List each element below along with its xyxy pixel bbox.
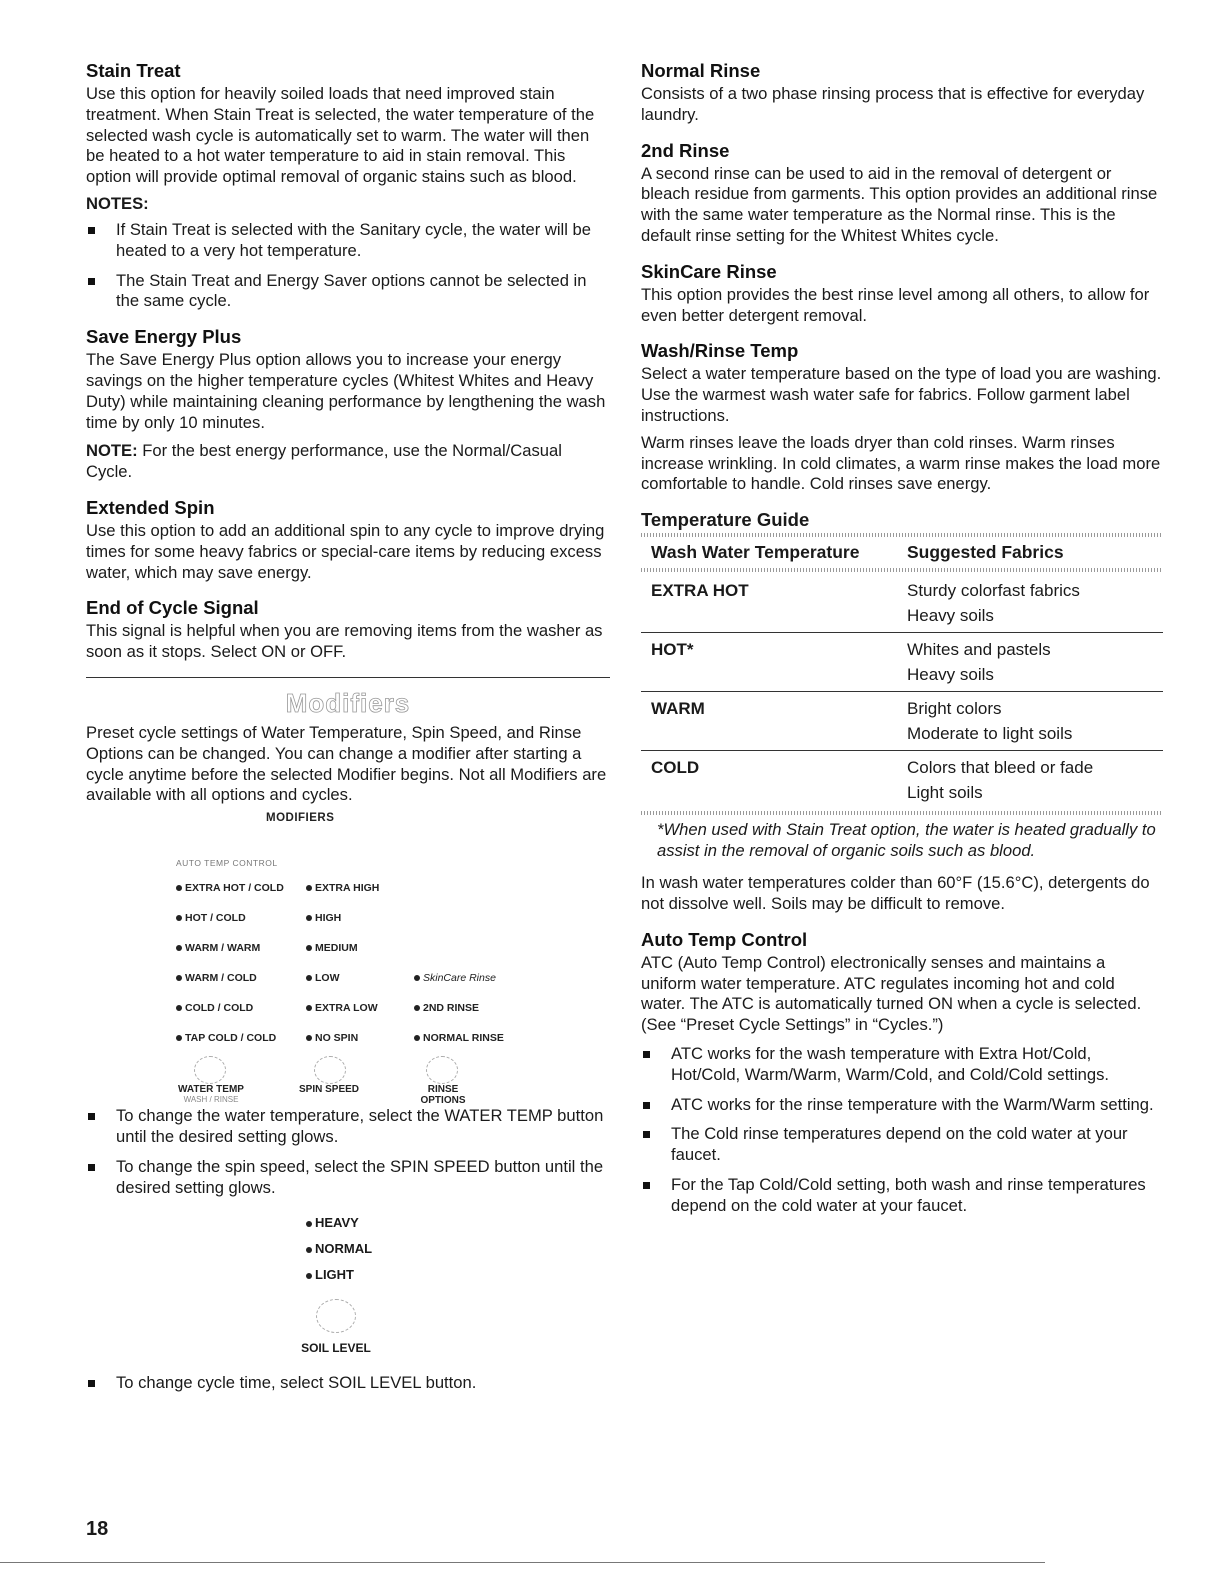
right-column bbox=[641, 60, 1163, 1231]
list-item: ATC works for the wash temperature with Extra Hot/Cold, Hot/Cold, Warm/Warm, Warm/Cold, and Cold/Cold settings. bbox=[641, 1044, 1163, 1086]
water-temp-option: WARM / COLD bbox=[176, 972, 257, 984]
temp-cell: HOT* bbox=[641, 633, 897, 692]
table-header-rule bbox=[641, 568, 1163, 572]
soil-option: LIGHT bbox=[306, 1267, 354, 1282]
water-temp-button[interactable] bbox=[194, 1056, 226, 1084]
indicator-icon bbox=[176, 945, 182, 951]
spin-speed-option: LOW bbox=[306, 972, 340, 984]
table-row bbox=[641, 574, 1163, 633]
atc-section bbox=[641, 929, 1163, 1217]
spin-speed-option: EXTRA HIGH bbox=[306, 882, 379, 894]
note-label: NOTE: bbox=[86, 441, 138, 461]
temp-cell: EXTRA HOT bbox=[641, 574, 897, 633]
extended-spin-body: Use this option to add an additional spin to any cycle to improve drying times for some heavy fabrics or special-care items by reducing excess water, which may save energy. bbox=[86, 520, 605, 582]
column-header: Wash Water Temperature bbox=[651, 542, 860, 563]
column-header: Suggested Fabrics bbox=[907, 542, 1064, 563]
indicator-icon bbox=[176, 915, 182, 921]
table-row bbox=[641, 692, 1163, 751]
fabrics-cell: Bright colors Moderate to light soils bbox=[897, 692, 1163, 751]
save-energy-heading: Save Energy Plus bbox=[86, 326, 242, 348]
indicator-icon bbox=[306, 945, 312, 951]
fabrics-cell: Colors that bleed or fade Light soils bbox=[907, 758, 1094, 803]
wash-rinse-temp-heading: Wash/Rinse Temp bbox=[641, 340, 799, 362]
extended-spin-section bbox=[86, 497, 610, 583]
indicator-icon bbox=[176, 885, 182, 891]
skincare-rinse-body: This option provides the best rinse level among all others, to allow for even better detergent removal. bbox=[641, 284, 1150, 325]
indicator-icon bbox=[414, 975, 420, 981]
modifiers-section bbox=[86, 688, 610, 1394]
water-temp-option: COLD / COLD bbox=[176, 1002, 253, 1014]
second-rinse-section bbox=[641, 140, 1163, 247]
soil-option: NORMAL bbox=[306, 1241, 372, 1256]
wash-rinse-temp-body: Select a water temperature based on the type of load you are washing. Use the warmest wash water safe for fabrics. Follow garment label instructions. bbox=[641, 364, 1162, 425]
spin-speed-option: EXTRA LOW bbox=[306, 1002, 378, 1014]
temp-cell: WARM bbox=[641, 692, 897, 751]
atc-label: AUTO TEMP CONTROL bbox=[176, 858, 278, 869]
atc-heading: Auto Temp Control bbox=[641, 928, 808, 950]
modifiers-panel-illustration bbox=[86, 806, 610, 1106]
list-item: If Stain Treat is selected with the Sanitary cycle, the water will be heated to a very hot temperature. bbox=[86, 220, 610, 262]
stain-treat-heading: Stain Treat bbox=[86, 60, 181, 81]
water-temp-label: WATER TEMP WASH / RINSE bbox=[178, 1084, 244, 1105]
wash-rinse-temp-section bbox=[641, 340, 1163, 495]
water-temp-option: HOT / COLD bbox=[176, 912, 246, 924]
modifiers-body: Preset cycle settings of Water Temperature, Spin Speed, and Rinse Options can be changed. You can change a modifier after starting a cycle anytime before the selected Modifier begins. Not all Modifiers are available with all options and cycles. bbox=[86, 722, 607, 805]
indicator-icon bbox=[176, 1005, 182, 1011]
soil-level-panel-illustration bbox=[86, 1207, 610, 1367]
fabrics-cell: Sturdy colorfast fabrics Heavy soils bbox=[897, 574, 1163, 633]
temp-cell: COLD bbox=[651, 758, 700, 778]
table-footnote: *When used with Stain Treat option, the water is heated gradually to assist in the removal of organic soils such as blood. bbox=[657, 820, 1156, 861]
second-rinse-body: A second rinse can be used to aid in the removal of detergent or bleach residue from garments. This option provides an additional rinse with the same water temperature as the Normal rinse. This is the default rinse setting for the Whitest Whites cycle. bbox=[641, 163, 1158, 245]
atc-body: ATC (Auto Temp Control) electronically senses and maintains a uniform water temperature. ATC regulates incoming hot and cold water. The ATC is automatically turned ON when a cycle is selected. (See “Preset Cycle Settings” in “Cycles.”) bbox=[641, 952, 1142, 1035]
modifiers-title: Modifiers bbox=[285, 687, 411, 718]
soil-bullet bbox=[86, 1373, 610, 1394]
indicator-icon bbox=[306, 975, 312, 981]
normal-rinse-section bbox=[641, 60, 1163, 126]
note-text: For the best energy performance, use the Normal/Casual Cycle. bbox=[86, 441, 562, 482]
section-divider bbox=[86, 677, 610, 678]
end-signal-body: This signal is helpful when you are removing items from the washer as soon as it stops. Select ON or OFF. bbox=[86, 621, 603, 662]
list-item: For the Tap Cold/Cold setting, both wash and rinse temperatures depend on the cold water at your faucet. bbox=[641, 1175, 1163, 1217]
atc-bullets bbox=[641, 1044, 1163, 1217]
spin-speed-option: NO SPIN bbox=[306, 1032, 358, 1044]
fabrics-cell: Whites and pastels Heavy soils bbox=[897, 633, 1163, 692]
skincare-rinse-heading: SkinCare Rinse bbox=[641, 260, 777, 282]
second-rinse-heading: 2nd Rinse bbox=[641, 139, 730, 161]
end-signal-section bbox=[86, 597, 610, 663]
indicator-icon bbox=[414, 1005, 420, 1011]
temperature-guide-table bbox=[641, 539, 1163, 809]
indicator-icon bbox=[176, 975, 182, 981]
left-column bbox=[86, 60, 610, 1403]
stain-treat-notes bbox=[86, 220, 610, 312]
rinse-options-button[interactable] bbox=[426, 1056, 458, 1084]
table-bottom-rule bbox=[641, 811, 1163, 815]
soil-level-button[interactable] bbox=[316, 1299, 356, 1333]
spin-speed-option: MEDIUM bbox=[306, 942, 358, 954]
page-number: 18 bbox=[86, 1518, 109, 1540]
spin-speed-option: HIGH bbox=[306, 912, 341, 924]
stain-treat-body: Use this option for heavily soiled loads that need improved stain treatment. When Stain Treat is selected, the water temperature of the selected wash cycle is automatically set to warm. The water will then be heated to a hot water temperature to aid in stain removal. This option will provide optimal removal of organic stains such as blood. bbox=[86, 84, 595, 187]
normal-rinse-body: Consists of a two phase rinsing process that is effective for everyday laundry. bbox=[641, 84, 1145, 124]
skincare-rinse-section bbox=[641, 261, 1163, 327]
list-item: To change cycle time, select SOIL LEVEL button. bbox=[86, 1373, 610, 1394]
spin-speed-label: SPIN SPEED bbox=[298, 1084, 360, 1096]
table-row bbox=[641, 633, 1163, 692]
indicator-icon bbox=[306, 885, 312, 891]
temperature-guide bbox=[641, 509, 1163, 861]
modifiers-bullets bbox=[86, 1106, 610, 1198]
indicator-icon bbox=[306, 1005, 312, 1011]
notes-label: NOTES: bbox=[86, 193, 149, 213]
list-item: The Stain Treat and Energy Saver options cannot be selected in the same cycle. bbox=[86, 271, 610, 313]
list-item: To change the spin speed, select the SPIN SPEED button until the desired setting glows. bbox=[86, 1157, 610, 1199]
water-temp-option: TAP COLD / COLD bbox=[176, 1032, 276, 1044]
rinse-option: 2ND RINSE bbox=[414, 1002, 479, 1014]
wash-rinse-temp-body-2: Warm rinses leave the loads dryer than cold rinses. Warm rinses increase wrinkling. In cold climates, a warm rinse makes the load more comfortable to handle. Cold rinses save energy. bbox=[641, 432, 1161, 494]
rinse-option: NORMAL RINSE bbox=[414, 1032, 504, 1044]
save-energy-note bbox=[86, 441, 610, 483]
water-temp-option: EXTRA HOT / COLD bbox=[176, 882, 284, 894]
save-energy-body: The Save Energy Plus option allows you to increase your energy savings on the higher temperature cycles (Whitest Whites and Heavy Duty) while maintaining cleaning performance by lengthening the wash time by only 10 minutes. bbox=[86, 350, 606, 432]
table-top-rule bbox=[641, 533, 1163, 537]
soil-option: HEAVY bbox=[306, 1215, 359, 1230]
list-item: The Cold rinse temperatures depend on the cold water at your faucet. bbox=[641, 1124, 1163, 1166]
list-item: ATC works for the rinse temperature with the Warm/Warm setting. bbox=[641, 1095, 1163, 1116]
water-temp-option: WARM / WARM bbox=[176, 942, 260, 954]
rinse-options-label: RINSE OPTIONS bbox=[420, 1084, 466, 1107]
footer-rule bbox=[0, 1562, 1045, 1563]
indicator-icon bbox=[306, 915, 312, 921]
indicator-icon bbox=[306, 1273, 312, 1279]
list-item: To change the water temperature, select the WATER TEMP button until the desired setting glows. bbox=[86, 1106, 610, 1148]
table-header-row bbox=[641, 539, 1163, 566]
indicator-icon bbox=[306, 1247, 312, 1253]
spin-speed-button[interactable] bbox=[314, 1056, 346, 1084]
soil-level-label: SOIL LEVEL bbox=[301, 1341, 371, 1356]
extended-spin-heading: Extended Spin bbox=[86, 496, 215, 518]
normal-rinse-heading: Normal Rinse bbox=[641, 60, 761, 81]
cold-water-note: In wash water temperatures colder than 60°F (15.6°C), detergents do not dissolve well. Soils may be difficult to remove. bbox=[641, 873, 1150, 913]
indicator-icon bbox=[306, 1221, 312, 1227]
indicator-icon bbox=[306, 1035, 312, 1041]
save-energy-section bbox=[86, 326, 610, 483]
indicator-icon bbox=[414, 1035, 420, 1041]
indicator-icon bbox=[176, 1035, 182, 1041]
stain-treat-section bbox=[86, 60, 610, 312]
table-row bbox=[641, 751, 1163, 810]
panel-title: MODIFIERS bbox=[266, 812, 335, 825]
rinse-option: SkinCare Rinse bbox=[414, 972, 496, 984]
temperature-guide-heading: Temperature Guide bbox=[641, 509, 810, 531]
end-signal-heading: End of Cycle Signal bbox=[86, 597, 259, 619]
